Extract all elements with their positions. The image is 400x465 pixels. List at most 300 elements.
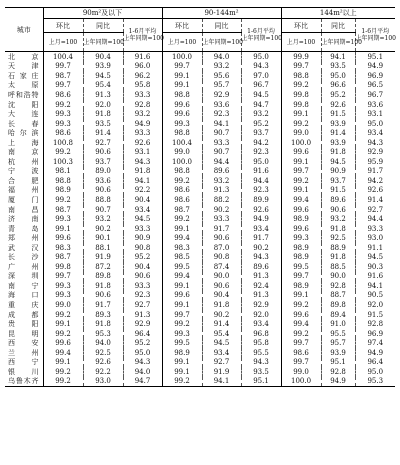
city-name: 西安 [5,338,43,348]
medium-tongbi-cell: 93.2 [202,62,241,72]
large-tongbi-cell: 90.0 [321,272,355,282]
small-huanbi-cell: 99.4 [55,348,71,357]
large-huanbi-cell: 99.5 [293,262,309,271]
city-name: 郑州 [5,233,43,243]
large-avg-cell: 94.2 [355,176,395,186]
large-tongbi-cell: 92.8 [321,281,355,291]
small-avg-cell: 93.3 [123,128,162,138]
small-tongbi-cell: 89.3 [83,310,123,320]
medium-avg-cell: 92.4 [241,281,281,291]
large-huanbi-cell: 99.1 [293,186,309,195]
medium-avg-cell: 91.7 [241,233,281,243]
city-name: 上海 [5,138,43,148]
large-avg-cell: 92.8 [355,319,395,329]
medium-avg-cell: 93.4 [241,319,281,329]
medium-huanbi-cell: 98.8 [174,167,190,176]
large-tongbi-cell: 93.9 [321,348,355,358]
tongbi-header: 同比 [83,19,123,33]
medium-huanbi-cell: 98.6 [174,186,190,195]
medium-avg-cell: 94.3 [241,62,281,72]
table-row [5,109,395,119]
large-huanbi-cell: 99.7 [293,167,309,176]
large-huanbi-cell: 99.1 [293,157,309,166]
table-row [5,167,395,177]
city-name: 哈尔滨 [5,128,43,138]
table-row [5,358,395,368]
small-tongbi-cell: 90.7 [83,205,123,215]
medium-avg-cell: 94.9 [241,214,281,224]
medium-tongbi-cell: 92.9 [202,90,241,100]
small-huanbi-cell: 99.6 [55,234,71,243]
medium-huanbi-cell: 98.8 [174,129,190,138]
large-avg-cell: 95.0 [355,119,395,129]
large-huanbi-cell: 99.0 [293,129,309,138]
small-huanbi-cell: 99.3 [55,281,71,290]
large-huanbi-cell: 98.9 [293,243,309,252]
table-row [5,300,395,310]
city-name: 兰州 [5,348,43,358]
large-avg-cell: 92.9 [355,147,395,157]
medium-huanbi-cell: 99.5 [174,339,190,348]
small-huanbi-cell: 98.7 [55,253,71,262]
medium-avg-cell: 91.6 [241,167,281,177]
large-tongbi-cell: 88.5 [321,262,355,272]
small-avg-cell: 93.2 [123,109,162,119]
medium-huanbi-cell: 98.5 [174,253,190,262]
medium-huanbi-cell: 99.4 [174,234,190,243]
medium-huanbi-cell: 98.7 [174,205,190,214]
table-body [5,52,395,387]
large-tongbi-cell: 94.5 [321,157,355,167]
medium-avg-cell: 92.0 [241,310,281,320]
city-name: 沈阳 [5,100,43,110]
medium-huanbi-cell: 99.1 [174,300,190,309]
small-tongbi-cell: 91.4 [83,128,123,138]
large-huanbi-cell: 99.2 [293,81,309,90]
medium-tongbi-cell: 92.7 [202,358,241,368]
large-huanbi-cell: 100.0 [281,377,321,387]
medium-avg-cell: 95.0 [241,52,281,62]
small-avg-cell: 96.0 [123,62,162,72]
large-huanbi-cell: 99.3 [293,234,309,243]
small-tongbi-cell: 92.0 [83,100,123,110]
table-row [5,377,395,387]
large-avg-cell: 94.9 [355,348,395,358]
small-tongbi-cell: 91.8 [83,281,123,291]
medium-huanbi-cell: 99.1 [174,358,190,367]
small-tongbi-cell: 90.6 [83,291,123,301]
medium-tongbi-cell: 91.8 [202,300,241,310]
medium-huanbi-cell: 98.6 [174,195,190,204]
medium-avg-cell: 97.0 [241,71,281,81]
small-avg-cell: 90.6 [123,272,162,282]
large-huanbi-cell: 99.6 [293,310,309,319]
medium-huanbi-cell: 100.4 [171,138,193,147]
large-tongbi-cell: 91.4 [321,128,355,138]
small-tongbi-cell: 89.0 [83,167,123,177]
group-large-header: 144m²以上 [281,8,395,19]
small-huanbi-cell: 98.9 [55,186,71,195]
large-huanbi-cell: 99.2 [293,329,309,338]
medium-tongbi-cell: 94.0 [202,52,241,62]
large-avg-cell: 93.0 [355,233,395,243]
large-huanbi-cell: 99.7 [293,358,309,367]
medium-tongbi-cell: 95.6 [202,71,241,81]
table-row [5,262,395,272]
medium-huanbi-cell: 99.1 [174,71,190,80]
large-tongbi-cell: 88.9 [321,243,355,253]
large-tongbi-cell: 94.1 [321,52,355,62]
large-avg-cell: 96.9 [355,329,395,339]
small-avg-cell: 90.4 [123,262,162,272]
large-tongbi-cell: 90.6 [321,205,355,215]
city-column-header: 城市 [5,8,43,52]
large-avg-cell: 91.1 [355,243,395,253]
small-huanbi-cell: 99.1 [55,320,71,329]
city-name: 深圳 [5,272,43,282]
medium-avg-cell: 93.5 [241,367,281,377]
small-huanbi-cell: 98.6 [55,129,71,138]
table-row [5,186,395,196]
medium-huanbi-cell: 99.6 [174,110,190,119]
city-name: 银川 [5,367,43,377]
small-avg-cell: 91.3 [123,310,162,320]
city-name: 长沙 [5,252,43,262]
large-avg-cell: 93.6 [355,100,395,110]
city-name: 北京 [5,52,43,62]
medium-tongbi-cell: 94.4 [202,157,241,167]
large-tongbi-cell: 93.9 [321,119,355,129]
large-huanbi-cell: 98.9 [293,253,309,262]
city-name: 宁波 [5,167,43,177]
small-avg-cell: 90.4 [123,195,162,205]
avg-header-sub: 上年同期=100 [241,35,282,42]
small-huanbi-cell: 98.7 [55,205,71,214]
medium-tongbi-cell: 91.9 [202,367,241,377]
small-huanbi-cell: 99.3 [55,215,71,224]
city-name: 长春 [5,119,43,129]
medium-tongbi-cell: 90.7 [202,128,241,138]
large-tongbi-cell: 95.7 [321,338,355,348]
medium-avg-cell: 89.6 [241,262,281,272]
city-name: 南京 [5,147,43,157]
tongbi-header: 同比 [321,19,355,33]
table-row [5,281,395,291]
small-huanbi-cell: 99.2 [55,100,71,109]
small-avg-cell: 92.7 [123,300,162,310]
city-name: 昆明 [5,329,43,339]
small-huanbi-cell: 99.6 [55,339,71,348]
large-avg-cell: 96.4 [355,358,395,368]
city-name: 呼和浩特 [5,90,43,100]
large-avg-cell: 90.5 [355,291,395,301]
small-huanbi-cell: 100.4 [52,52,74,61]
small-huanbi-cell: 99.7 [55,62,71,71]
medium-tongbi-cell: 93.3 [202,214,241,224]
small-tongbi-cell: 88.8 [83,195,123,205]
price-index-table [5,7,395,387]
small-avg-cell: 92.3 [123,291,162,301]
medium-huanbi-cell: 99.3 [174,119,190,128]
small-huanbi-cell: 98.7 [55,71,71,80]
large-avg-cell: 91.5 [355,310,395,320]
city-name: 海口 [5,291,43,301]
small-tongbi-cell: 93.0 [83,377,123,387]
small-tongbi-cell: 90.6 [83,147,123,157]
medium-huanbi-cell: 99.2 [174,320,190,329]
small-tongbi-cell: 94.5 [83,71,123,81]
medium-huanbi-cell: 98.3 [174,243,190,252]
medium-avg-cell: 92.6 [241,205,281,215]
large-huanbi-cell: 99.2 [293,119,309,128]
medium-tongbi-cell: 95.4 [202,329,241,339]
small-huanbi-cell: 99.2 [55,367,71,376]
small-tongbi-cell: 94.0 [83,338,123,348]
large-avg-cell: 94.1 [355,281,395,291]
large-huanbi-cell: 99.2 [293,176,309,185]
large-avg-cell: 94.9 [355,62,395,72]
large-tongbi-cell: 90.9 [321,167,355,177]
city-name: 太原 [5,81,43,91]
large-tongbi-cell: 93.7 [321,176,355,186]
small-huanbi-cell: 99.3 [55,291,71,300]
table-row [5,128,395,138]
small-tongbi-cell: 93.5 [83,119,123,129]
medium-huanbi-cell: 99.6 [174,100,190,109]
small-tongbi-cell: 95.3 [83,329,123,339]
small-huanbi-cell: 99.2 [43,377,83,387]
medium-huanbi-cell: 99.4 [174,272,190,281]
large-tongbi-cell: 89.8 [321,300,355,310]
base-last-year: 上年同期=100 [83,33,123,52]
medium-avg-cell: 95.8 [241,338,281,348]
small-tongbi-cell: 90.6 [83,186,123,196]
medium-huanbi-cell: 99.0 [174,148,190,157]
medium-avg-cell: 94.3 [241,358,281,368]
medium-avg-cell: 94.3 [241,252,281,262]
small-tongbi-cell: 91.3 [83,90,123,100]
small-avg-cell: 95.2 [123,252,162,262]
large-huanbi-cell: 99.6 [293,205,309,214]
small-tongbi-cell: 87.2 [83,262,123,272]
large-huanbi-cell: 99.9 [293,52,309,61]
large-tongbi-cell: 93.5 [321,62,355,72]
city-name: 重庆 [5,300,43,310]
large-huanbi-cell: 99.1 [293,110,309,119]
large-avg-cell: 91.7 [355,167,395,177]
group-small-header: 90m²及以下 [43,8,162,19]
medium-tongbi-cell: 95.7 [202,81,241,91]
small-avg-cell: 91.8 [123,167,162,177]
medium-huanbi-cell: 99.7 [174,62,190,71]
large-tongbi-cell: 88.7 [321,291,355,301]
large-tongbi-cell: 89.4 [321,310,355,320]
medium-tongbi-cell: 90.6 [202,281,241,291]
base-last-year: 上年同期=100 [202,33,241,52]
medium-huanbi-cell: 98.8 [174,90,190,99]
medium-tongbi-cell: 89.6 [202,167,241,177]
large-huanbi-cell: 99.8 [293,100,309,109]
large-huanbi-cell: 99.4 [293,195,309,204]
large-tongbi-cell: 91.8 [321,252,355,262]
medium-huanbi-cell: 99.2 [174,215,190,224]
large-huanbi-cell: 100.0 [290,138,312,147]
large-avg-cell: 90.3 [355,262,395,272]
small-avg-cell: 94.1 [123,176,162,186]
medium-avg-cell: 92.3 [241,186,281,196]
avg-header-label: 1-6月平均 [361,28,390,35]
medium-huanbi-cell: 99.1 [174,281,190,290]
small-tongbi-cell: 92.6 [83,358,123,368]
small-huanbi-cell: 99.2 [55,310,71,319]
medium-avg-cell: 94.7 [241,100,281,110]
large-tongbi-cell: 95.2 [321,90,355,100]
small-tongbi-cell: 92.2 [83,367,123,377]
large-avg-cell: 91.6 [355,272,395,282]
medium-avg-cell: 93.7 [241,128,281,138]
city-name: 武汉 [5,243,43,253]
large-huanbi-cell: 99.6 [293,224,309,233]
avg-header [355,19,395,52]
small-tongbi-cell: 90.1 [83,233,123,243]
small-avg-cell: 90.8 [123,243,162,253]
medium-tongbi-cell: 90.7 [202,147,241,157]
small-tongbi-cell: 93.6 [83,176,123,186]
medium-avg-cell: 95.1 [241,377,281,387]
medium-avg-cell: 91.3 [241,272,281,282]
small-avg-cell: 94.9 [123,119,162,129]
small-avg-cell: 92.6 [123,138,162,148]
table-row [5,176,395,186]
city-name: 厦门 [5,195,43,205]
large-huanbi-cell: 99.1 [293,291,309,300]
city-name: 南昌 [5,205,43,215]
price-index-table-container [5,7,395,387]
small-huanbi-cell: 98.1 [55,167,71,176]
large-huanbi-cell: 99.7 [293,339,309,348]
large-tongbi-cell: 91.8 [321,224,355,234]
table-row [5,147,395,157]
table-row [5,338,395,348]
table-row [5,310,395,320]
large-avg-cell: 95.9 [355,157,395,167]
large-huanbi-cell: 99.7 [293,62,309,71]
city-name: 乌鲁木齐 [5,377,43,387]
small-tongbi-cell: 93.2 [83,214,123,224]
large-tongbi-cell: 92.8 [321,367,355,377]
small-tongbi-cell: 92.5 [83,348,123,358]
city-name: 天津 [5,62,43,72]
large-avg-cell: 92.7 [355,205,395,215]
small-avg-cell: 94.3 [123,157,162,167]
table-row [5,319,395,329]
medium-avg-cell: 95.0 [241,157,281,167]
medium-tongbi-cell: 90.0 [202,272,241,282]
large-avg-cell: 94.3 [355,138,395,148]
large-huanbi-cell: 99.4 [293,320,309,329]
table-row [5,157,395,167]
city-name: 福州 [5,186,43,196]
table-row [5,52,395,62]
large-avg-cell: 94.4 [355,214,395,224]
medium-tongbi-cell: 87.4 [202,262,241,272]
small-avg-cell: 91.6 [123,52,162,62]
small-huanbi-cell: 98.8 [55,176,71,185]
large-avg-cell: 93.1 [355,109,395,119]
small-huanbi-cell: 99.7 [55,81,71,90]
medium-tongbi-cell: 90.2 [202,310,241,320]
group-medium-header: 90-144m² [162,8,281,19]
small-huanbi-cell: 100.3 [52,157,74,166]
table-header [5,8,395,52]
medium-tongbi-cell: 90.2 [202,205,241,215]
small-huanbi-cell: 98.3 [55,243,71,252]
city-name: 广州 [5,262,43,272]
small-tongbi-cell: 89.8 [83,272,123,282]
table-row [5,81,395,91]
small-tongbi-cell: 90.4 [83,52,123,62]
medium-huanbi-cell: 99.7 [174,310,190,319]
large-avg-cell: 92.6 [355,186,395,196]
table-row [5,329,395,339]
small-avg-cell: 92.8 [123,100,162,110]
medium-avg-cell: 91.3 [241,291,281,301]
small-huanbi-cell: 99.0 [55,300,71,309]
large-tongbi-cell: 95.1 [321,358,355,368]
small-huanbi-cell: 99.2 [55,195,71,204]
huanbi-header: 环比 [43,19,83,33]
medium-tongbi-cell: 94.5 [202,338,241,348]
city-name: 合肥 [5,176,43,186]
large-huanbi-cell: 99.7 [293,272,309,281]
small-tongbi-cell: 95.4 [83,81,123,91]
small-tongbi-cell: 91.8 [83,109,123,119]
large-avg-cell: 91.4 [355,195,395,205]
city-name: 西宁 [5,358,43,368]
small-tongbi-cell: 91.7 [83,300,123,310]
city-name: 南宁 [5,281,43,291]
avg-header-label: 1-6月平均 [247,28,275,35]
table-row [5,224,395,234]
medium-avg-cell: 90.2 [241,243,281,253]
large-avg-cell: 97.4 [355,338,395,348]
medium-huanbi-cell: 99.1 [174,81,190,90]
medium-tongbi-cell: 92.3 [202,109,241,119]
table-row [5,348,395,358]
small-avg-cell: 93.3 [123,90,162,100]
medium-avg-cell: 94.4 [241,176,281,186]
large-avg-cell: 93.3 [355,224,395,234]
large-tongbi-cell: 94.9 [321,377,355,387]
small-tongbi-cell: 93.9 [83,62,123,72]
medium-avg-cell: 95.5 [241,348,281,358]
small-avg-cell: 95.0 [123,348,162,358]
small-avg-cell: 93.4 [123,205,162,215]
large-avg-cell: 96.7 [355,90,395,100]
large-avg-cell: 93.4 [355,128,395,138]
large-tongbi-cell: 93.9 [321,138,355,148]
medium-avg-cell: 92.3 [241,147,281,157]
table-row [5,233,395,243]
medium-tongbi-cell: 91.4 [202,319,241,329]
medium-avg-cell: 92.9 [241,300,281,310]
avg-header-sub: 上年同期=100 [355,35,396,42]
table-row [5,71,395,81]
medium-huanbi-cell: 99.2 [174,176,190,185]
medium-tongbi-cell: 90.8 [202,252,241,262]
small-avg-cell: 92.9 [123,319,162,329]
medium-huanbi-cell: 99.3 [174,329,190,338]
